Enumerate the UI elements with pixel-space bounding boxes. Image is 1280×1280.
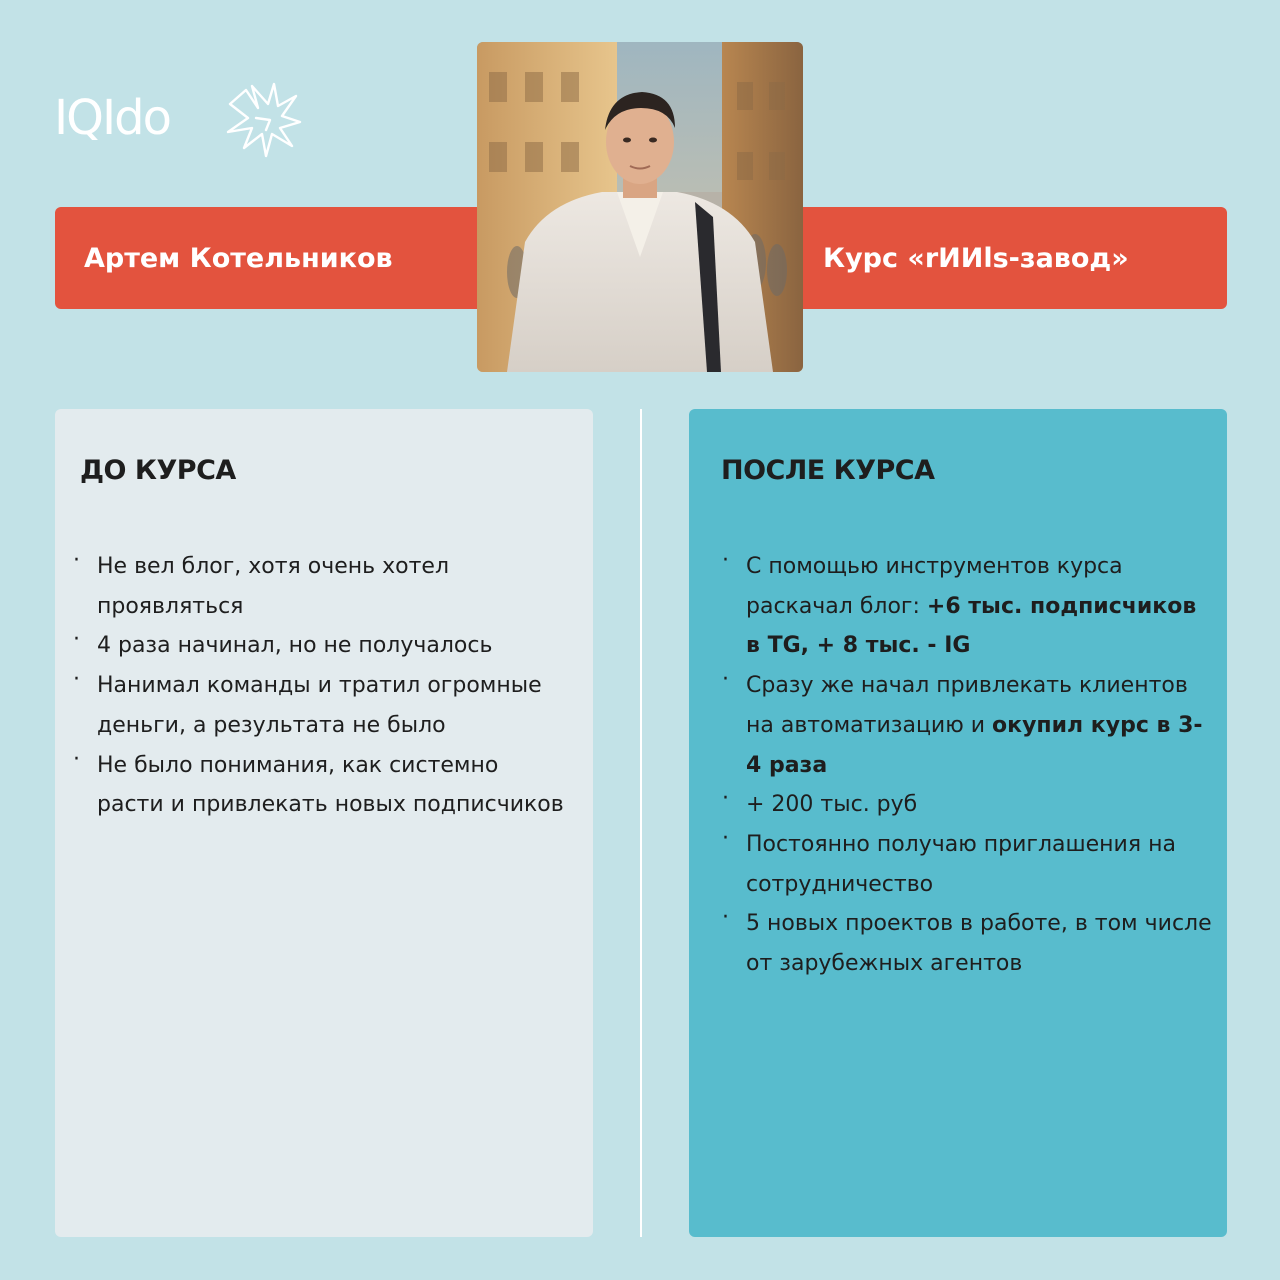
course-name: Курс «rИИls-завод» — [823, 242, 1129, 274]
list-item: · Постоянно получаю приглашения на сотрудничество — [746, 825, 1216, 904]
list-item — [746, 666, 1216, 785]
list-item: · 5 новых проектов в работе, в том числе от зарубежных агентов — [746, 904, 1216, 983]
brand-logo: IQIdo — [54, 90, 170, 146]
list-item: · Нанимал команды и тратил огромные деньги, а результата не было — [97, 666, 567, 745]
course-name-banner — [783, 207, 1227, 309]
list-item-highlight: окупил курс в 3-4 раза — [746, 712, 1203, 778]
list-item-highlight: +6 тыс. подписчиков в TG, + 8 тыс. - IG — [746, 593, 1197, 659]
after-course-title: ПОСЛЕ КУРСА — [721, 455, 935, 486]
list-item: · + 200 тыс. руб — [746, 785, 1216, 825]
list-item: · 4 раза начинал, но не получалось — [97, 626, 567, 666]
after-course-list — [746, 547, 1216, 984]
column-divider — [640, 409, 642, 1237]
before-course-title: ДО КУРСА — [80, 455, 236, 486]
sparkle-logo-icon — [222, 80, 304, 160]
after-course-panel — [689, 409, 1227, 1237]
list-item: · Не было понимания, как системно расти и привлекать новых подписчиков — [97, 746, 567, 825]
student-photo — [477, 42, 803, 372]
student-name: Артем Котельников — [84, 242, 393, 274]
list-item: · Не вел блог, хотя очень хотел проявляться — [97, 547, 567, 626]
list-item — [746, 547, 1216, 666]
list-item-text: Сразу же начал привлекать клиентов на автоматизацию и — [746, 673, 1188, 738]
student-name-banner — [55, 207, 495, 309]
list-item-text: С помощью инструментов курса раскачал блог: — [746, 554, 1123, 619]
before-course-list — [97, 547, 567, 825]
before-course-panel — [55, 409, 593, 1237]
